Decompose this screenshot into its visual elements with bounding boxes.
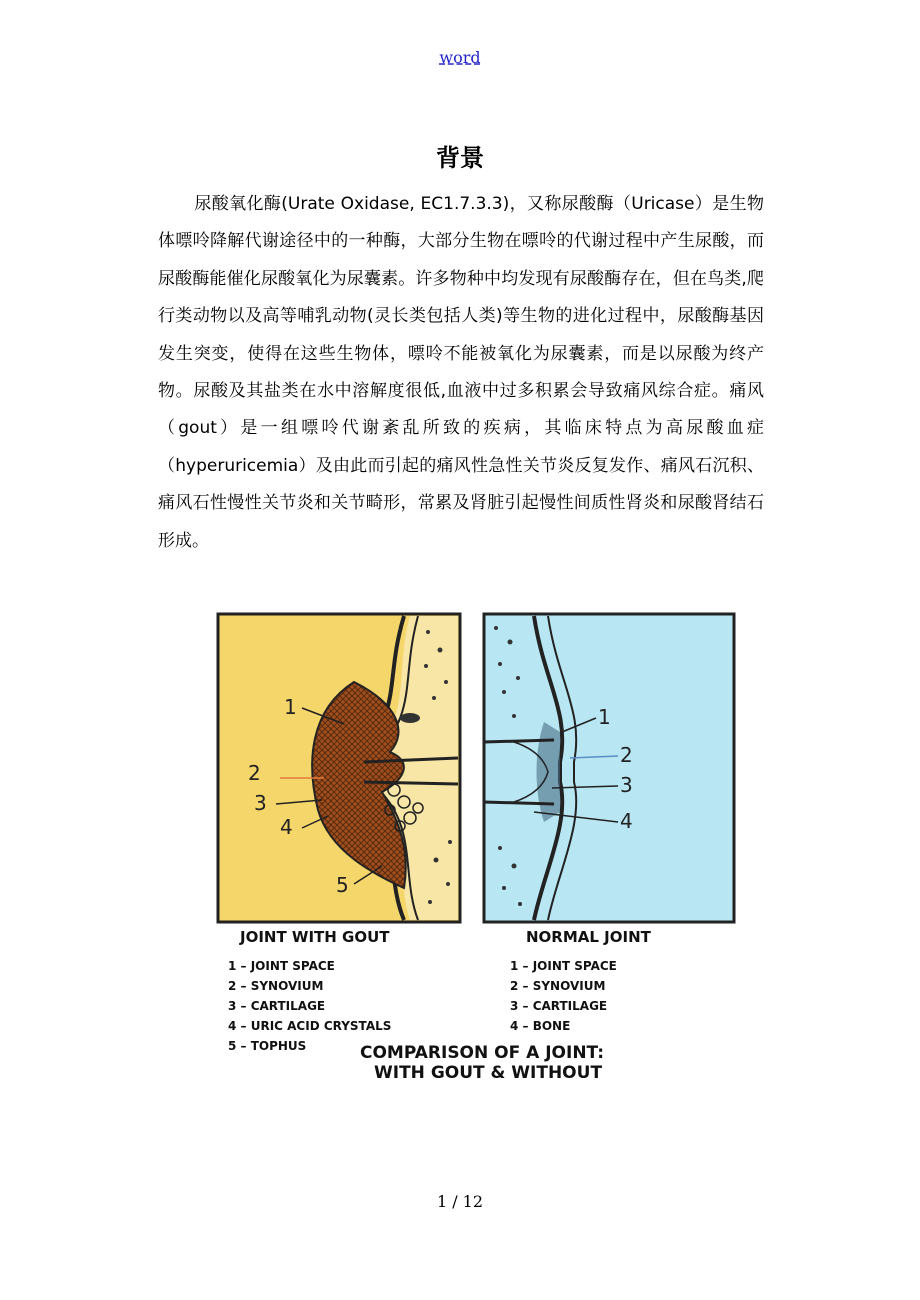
- gout-callout-1: 1: [284, 695, 297, 719]
- body-paragraph: [158, 186, 764, 560]
- gout-panel-title: JOINT WITH GOUT: [240, 928, 390, 946]
- normal-legend-4: 4 – BONE: [510, 1019, 571, 1033]
- page-number: 1 / 12: [436, 1192, 484, 1211]
- gout-legend-4: 4 – URIC ACID CRYSTALS: [228, 1019, 392, 1033]
- gout-legend-1: 1 – JOINT SPACE: [228, 959, 335, 973]
- joint-comparison-figure: [214, 612, 738, 1088]
- gout-legend-2: 2 – SYNOVIUM: [228, 979, 324, 993]
- normal-callout-4: 4: [620, 809, 633, 833]
- gout-callout-2: 2: [248, 761, 261, 785]
- normal-legend-2: 2 – SYNOVIUM: [510, 979, 606, 993]
- normal-panel-title: NORMAL JOINT: [526, 928, 651, 946]
- gout-callout-5: 5: [336, 873, 349, 897]
- normal-legend-3: 3 – CARTILAGE: [510, 999, 608, 1013]
- gout-legend-3: 3 – CARTILAGE: [228, 999, 326, 1013]
- normal-callout-2: 2: [620, 743, 633, 767]
- page-title: 背景: [436, 144, 484, 172]
- figure-caption-line2: WITH GOUT & WITHOUT: [374, 1063, 603, 1083]
- gout-legend-5: 5 – TOPHUS: [228, 1039, 307, 1053]
- normal-callout-1: 1: [598, 705, 611, 729]
- paragraph-text: 尿酸氧化酶(Urate Oxidase, EC1.7.3.3)，又称尿酸酶（Uricase）是生物体嘌呤降解代谢途径中的一种酶，大部分生物在嘌呤的代谢过程中产生尿酸，而尿酸酶能催化尿酸氧化为尿囊素。许多物种中均发现有尿酸酶存在，但在鸟类,爬行类动物以及高等哺乳动物(灵长类包括人类)等生物的进化过程中，尿酸酶基因发生突变，使得在这些生物体，嘌呤不能被氧化为尿囊素，而是以尿酸为终产物。尿酸及其盐类在水中溶解度很低,血液中过多积累会导致痛风综合症。痛风（gout）是一组嘌呤代谢紊乱所致的疾病，其临床特点为高尿酸血症（hyperuricemia）及由此而引起的痛风性急性关节炎反复发作、痛风石沉积、痛风石性慢性关节炎和关节畸形，常累及肾脏引起慢性间质性肾炎和尿酸肾结石形成。: [158, 194, 764, 551]
- gout-callout-4: 4: [280, 815, 293, 839]
- normal-joint-panel: [484, 614, 734, 922]
- normal-legend-1: 1 – JOINT SPACE: [510, 959, 617, 973]
- gout-callout-3: 3: [254, 791, 267, 815]
- normal-callout-3: 3: [620, 773, 633, 797]
- header-word-link[interactable]: word: [439, 48, 481, 67]
- gout-joint-panel: [218, 614, 460, 922]
- figure-caption-line1: COMPARISON OF A JOINT:: [360, 1043, 605, 1063]
